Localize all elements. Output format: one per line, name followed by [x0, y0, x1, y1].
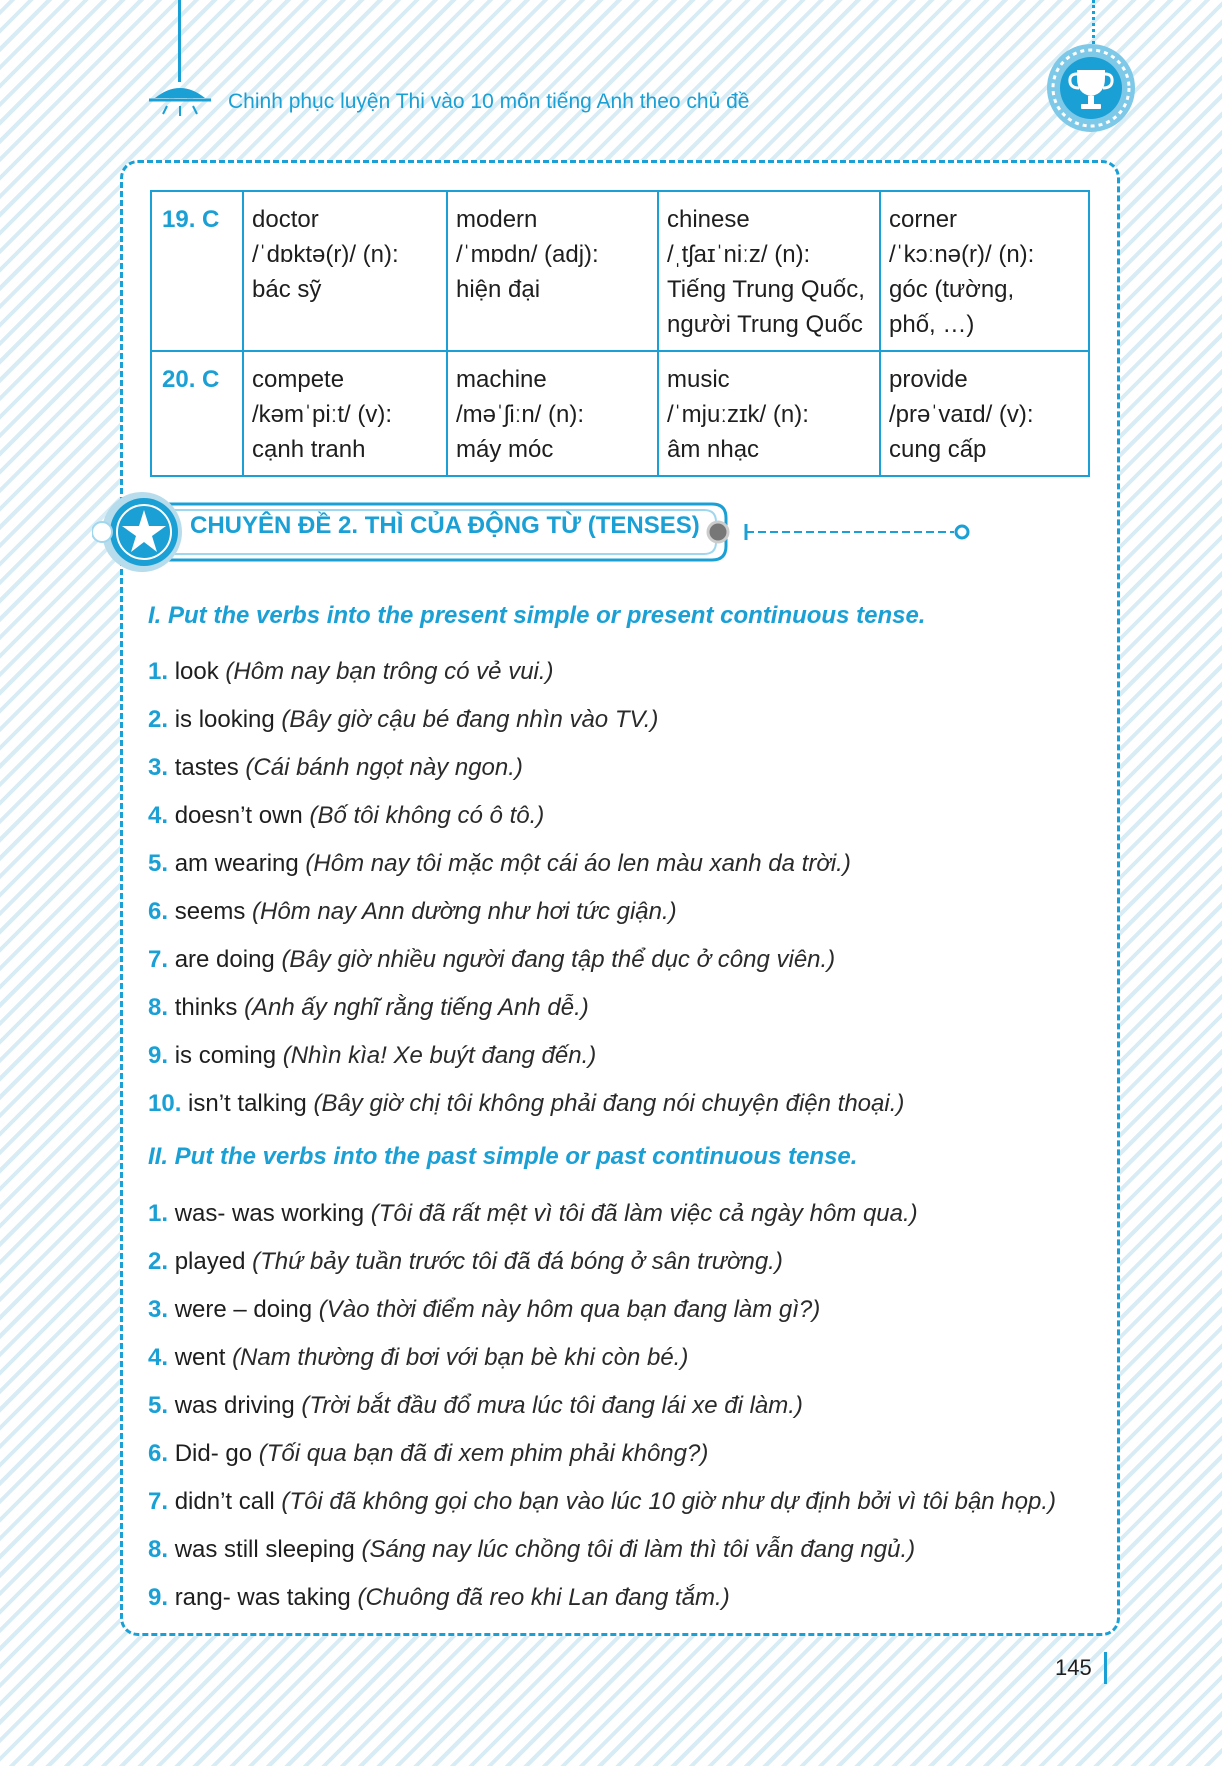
- vocab-word: machine: [456, 366, 547, 393]
- list-item: [148, 1080, 1098, 1128]
- vocab-meaning: góc (tường,: [889, 276, 1015, 303]
- vocab-ipa: /kəmˈpiːt/ (v):: [252, 401, 393, 428]
- item-answer: is looking: [174, 706, 275, 733]
- item-answer: was driving: [174, 1392, 295, 1419]
- list-item: [148, 648, 1098, 696]
- vocab-word: chinese: [667, 206, 750, 233]
- section-banner: [92, 490, 1092, 575]
- item-number: 5.: [148, 850, 169, 877]
- list-item: [148, 1526, 1098, 1574]
- item-number: 8.: [148, 1536, 169, 1563]
- list-item: [148, 1334, 1098, 1382]
- item-number: 3.: [148, 754, 169, 781]
- vocab-cell: [880, 191, 1089, 351]
- item-answer: are doing: [174, 946, 275, 973]
- vocab-ipa: /məˈʃiːn/ (n):: [456, 401, 585, 428]
- item-translation: (Tôi đã rất mệt vì tôi đã làm việc cả ngày hôm qua.): [370, 1200, 918, 1227]
- row-number: 19. C: [151, 191, 243, 351]
- list-item: [148, 840, 1098, 888]
- item-answer: seems: [174, 898, 246, 925]
- item-number: 9.: [148, 1584, 169, 1611]
- item-answer: played: [174, 1248, 246, 1275]
- vocab-word: music: [667, 366, 730, 393]
- item-translation: (Tôi đã không gọi cho bạn vào lúc 10 giờ như dự định bởi vì tôi bận họp.): [281, 1488, 1057, 1515]
- item-translation: (Hôm nay tôi mặc một cái áo len màu xanh da trời.): [305, 850, 851, 877]
- item-translation: (Chuông đã reo khi Lan đang tắm.): [357, 1584, 730, 1611]
- vocab-cell: [243, 191, 447, 351]
- item-translation: (Bây giờ nhiều người đang tập thể dục ở công viên.): [281, 946, 836, 973]
- item-translation: (Nhìn kìa! Xe buýt đang đến.): [282, 1042, 597, 1069]
- vocab-word: modern: [456, 206, 538, 233]
- item-translation: (Bây giờ chị tôi không phải đang nói chuyện điện thoại.): [313, 1090, 905, 1117]
- exercise-1-heading: I. Put the verbs into the present simple or present continuous tense.: [148, 602, 926, 629]
- item-number: 6.: [148, 898, 169, 925]
- vocab-ipa: /ˈdɒktə(r)/ (n):: [252, 241, 399, 268]
- row-number: 20. C: [151, 351, 243, 476]
- item-number: 7.: [148, 946, 169, 973]
- list-item: [148, 1574, 1098, 1622]
- item-translation: (Sáng nay lúc chồng tôi đi làm thì tôi vẫn đang ngủ.): [361, 1536, 916, 1563]
- item-answer: Did- go: [174, 1440, 253, 1467]
- item-answer: didn’t call: [174, 1488, 275, 1515]
- trophy-icon: [1045, 42, 1137, 134]
- item-translation: (Tối qua bạn đã đi xem phim phải không?): [258, 1440, 709, 1467]
- lamp-cord: [178, 0, 181, 82]
- vocab-word: doctor: [252, 206, 319, 233]
- section-title: CHUYÊN ĐỀ 2. THÌ CỦA ĐỘNG TỪ (TENSES): [190, 512, 700, 539]
- vocab-word: corner: [889, 206, 958, 233]
- item-number: 4.: [148, 802, 169, 829]
- item-answer: thinks: [174, 994, 238, 1021]
- item-number: 6.: [148, 1440, 169, 1467]
- vocab-ipa: /ˌtʃaɪˈniːz/ (n):: [667, 241, 811, 268]
- item-answer: doesn’t own: [174, 802, 303, 829]
- item-number: 1.: [148, 658, 169, 685]
- vocab-meaning-cont: phố, …): [889, 311, 975, 338]
- vocab-meaning: máy móc: [456, 436, 554, 463]
- list-item: [148, 1430, 1098, 1478]
- list-item: [148, 1382, 1098, 1430]
- vocab-ipa: /ˈkɔːnə(r)/ (n):: [889, 241, 1035, 268]
- item-answer: was- was working: [174, 1200, 365, 1227]
- vocab-meaning: hiện đại: [456, 276, 541, 303]
- item-answer: am wearing: [174, 850, 299, 877]
- item-number: 2.: [148, 1248, 169, 1275]
- vocab-cell: [658, 191, 880, 351]
- vocab-meaning: âm nhạc: [667, 436, 760, 463]
- item-translation: (Nam thường đi bơi với bạn bè khi còn bé.): [232, 1344, 689, 1371]
- vocab-cell: [447, 351, 658, 476]
- vocab-meaning-cont: người Trung Quốc: [667, 311, 863, 338]
- item-answer: was still sleeping: [174, 1536, 355, 1563]
- lamp-icon: [145, 80, 215, 120]
- list-item: [148, 696, 1098, 744]
- vocab-word: compete: [252, 366, 345, 393]
- item-translation: (Hôm nay bạn trông có vẻ vui.): [225, 658, 554, 685]
- vocab-meaning: cung cấp: [889, 436, 987, 463]
- item-answer: tastes: [174, 754, 239, 781]
- list-item: [148, 936, 1098, 984]
- list-item: [148, 792, 1098, 840]
- item-number: 8.: [148, 994, 169, 1021]
- item-number: 2.: [148, 706, 169, 733]
- item-translation: (Vào thời điểm này hôm qua bạn đang làm gì?): [318, 1296, 821, 1323]
- item-answer: isn’t talking: [188, 1090, 307, 1117]
- item-answer: rang- was taking: [174, 1584, 351, 1611]
- table-row: [151, 351, 1089, 476]
- vocab-ipa: /ˈmjuːzɪk/ (n):: [667, 401, 809, 428]
- page-number: 145: [1055, 1655, 1092, 1680]
- vocab-cell: [447, 191, 658, 351]
- item-answer: look: [174, 658, 219, 685]
- list-item: [148, 1478, 1098, 1526]
- vocab-word: provide: [889, 366, 968, 393]
- item-answer: were – doing: [174, 1296, 313, 1323]
- vocab-ipa: /ˈmɒdn/ (adj):: [456, 241, 599, 268]
- list-item: [148, 1238, 1098, 1286]
- list-item: [148, 1286, 1098, 1334]
- vocab-cell: [658, 351, 880, 476]
- item-number: 10.: [148, 1090, 182, 1117]
- exercise-2-heading: II. Put the verbs into the past simple or past continuous tense.: [148, 1143, 858, 1170]
- list-item: [148, 1190, 1098, 1238]
- item-number: 7.: [148, 1488, 169, 1515]
- header-title: Chinh phục luyện Thi vào 10 môn tiếng Anh theo chủ đề: [228, 90, 750, 113]
- page-number-bar: [1104, 1652, 1107, 1684]
- exercise-2-answers: [148, 1190, 1098, 1622]
- item-translation: (Cái bánh ngọt này ngon.): [245, 754, 523, 781]
- item-translation: (Anh ấy nghĩ rằng tiếng Anh dễ.): [244, 994, 589, 1021]
- vocab-table: [150, 190, 1090, 477]
- vocab-cell: [880, 351, 1089, 476]
- vocab-meaning: Tiếng Trung Quốc,: [667, 276, 865, 303]
- item-number: 5.: [148, 1392, 169, 1419]
- item-number: 1.: [148, 1200, 169, 1227]
- vocab-meaning: bác sỹ: [252, 276, 322, 303]
- vocab-ipa: /prəˈvaɪd/ (v):: [889, 401, 1034, 428]
- vocab-cell: [243, 351, 447, 476]
- item-number: 9.: [148, 1042, 169, 1069]
- item-answer: is coming: [174, 1042, 277, 1069]
- item-translation: (Bố tôi không có ô tô.): [309, 802, 545, 829]
- item-answer: went: [174, 1344, 226, 1371]
- exercise-1-answers: [148, 648, 1098, 1128]
- item-translation: (Bây giờ cậu bé đang nhìn vào TV.): [281, 706, 659, 733]
- list-item: [148, 744, 1098, 792]
- table-row: [151, 191, 1089, 351]
- item-translation: (Hôm nay Ann dường như hơi tức giận.): [252, 898, 677, 925]
- item-translation: (Trời bắt đầu đổ mưa lúc tôi đang lái xe đi làm.): [301, 1392, 803, 1419]
- list-item: [148, 888, 1098, 936]
- vocab-meaning: cạnh tranh: [252, 436, 366, 463]
- item-translation: (Thứ bảy tuần trước tôi đã đá bóng ở sân trường.): [252, 1248, 783, 1275]
- item-number: 4.: [148, 1344, 169, 1371]
- item-number: 3.: [148, 1296, 169, 1323]
- list-item: [148, 984, 1098, 1032]
- list-item: [148, 1032, 1098, 1080]
